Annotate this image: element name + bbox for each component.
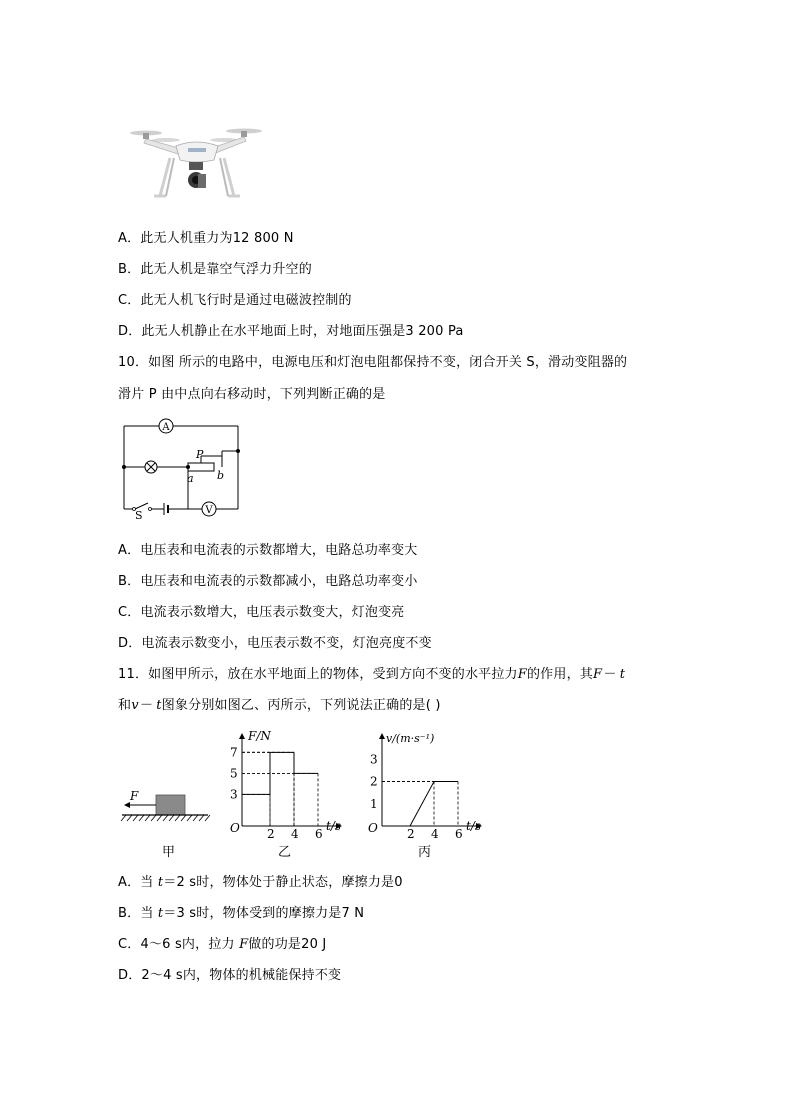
caption-bing: 丙 xyxy=(418,845,432,860)
bing-y-label: v/(m·s⁻¹) xyxy=(386,732,435,745)
yi-y-tick-3: 3 xyxy=(230,787,238,802)
yi-y-tick-7: 7 xyxy=(230,745,238,760)
end-b-label: b xyxy=(217,469,225,482)
q11-stem-part2: 的作用，其 xyxy=(526,667,593,682)
caption-yi: 乙 xyxy=(278,845,292,860)
bing-x-tick-6: 6 xyxy=(455,827,463,841)
q9-option-a: A．此无人机重力为12 800 N xyxy=(118,231,294,246)
circuit-diagram xyxy=(116,416,246,522)
q11-option-a-pre: A．当 xyxy=(118,875,158,890)
q11-option-c-post: 做的功是20 J xyxy=(248,937,327,952)
q11-stem-Ft: F－ t xyxy=(593,667,626,682)
yi-origin: O xyxy=(230,821,240,835)
yi-x-tick-2: 2 xyxy=(267,827,275,841)
force-label: F xyxy=(130,789,139,803)
q11-option-b-post: ＝3 s时，物体受到的摩擦力是7 N xyxy=(163,906,365,921)
q11-stem-part1: 11．如图甲所示，放在水平地面上的物体，受到方向不变的水平拉力 xyxy=(118,667,518,682)
yi-y-tick-5: 5 xyxy=(230,766,238,781)
q11-stem-vt: v－ t xyxy=(131,698,162,713)
switch-label: S xyxy=(135,509,143,522)
q11-stem-line1 xyxy=(118,666,625,684)
bing-x-tick-2: 2 xyxy=(407,827,415,841)
q10-stem-line1: 10．如图 所示的电路中，电源电压和灯泡电阻都保持不变，闭合开关 S，滑动变阻器的 xyxy=(118,355,628,370)
q11-option-b-var: t xyxy=(157,906,164,921)
bing-x-label: t/s xyxy=(466,819,482,833)
q11-option-a-post: ＝2 s时，物体处于静止状态，摩擦力是0 xyxy=(163,875,403,890)
fig-bing xyxy=(362,726,492,860)
fig-yi xyxy=(222,726,352,860)
yi-x-tick-4: 4 xyxy=(291,827,299,841)
q11-stem-line2 xyxy=(118,697,441,715)
q9-option-b: B．此无人机是靠空气浮力升空的 xyxy=(118,262,312,277)
q11-stem-part4: 图象分别如图乙、丙所示，下列说法正确的是( ) xyxy=(161,698,441,713)
q11-option-d: D．2～4 s内，物体的机械能保持不变 xyxy=(118,968,342,983)
q11-option-c-pre: C．4～6 s内，拉力 xyxy=(118,937,240,952)
caption-jia: 甲 xyxy=(162,845,176,860)
q10-option-b: B．电压表和电流表的示数都减小，电路总功率变小 xyxy=(118,574,418,589)
bing-y-tick-3: 3 xyxy=(370,752,378,767)
q10-option-d: D．电流表示数变小，电压表示数不变，灯泡亮度不变 xyxy=(118,636,432,651)
slider-label: P xyxy=(196,448,204,461)
q10-option-c: C．电流表示数增大，电压表示数变大，灯泡变亮 xyxy=(118,605,405,620)
voltmeter-label: V xyxy=(205,505,213,516)
q10-stem-line2: 滑片 P 由中点向右移动时，下列判断正确的是 xyxy=(118,387,386,402)
yi-x-tick-6: 6 xyxy=(315,827,323,841)
bing-segment-0 xyxy=(410,782,434,826)
q11-option-c-var: F xyxy=(239,937,249,952)
fig-jia xyxy=(120,780,212,860)
drone-image xyxy=(126,124,268,202)
q10-option-a: A．电压表和电流表的示数都增大，电路总功率变大 xyxy=(118,543,418,558)
q11-option-c xyxy=(118,936,326,954)
bing-y-tick-1: 1 xyxy=(370,796,378,811)
ammeter-label: A xyxy=(162,422,170,433)
q11-option-b xyxy=(118,905,364,923)
bing-origin: O xyxy=(368,821,378,835)
bing-y-tick-2: 2 xyxy=(370,774,378,789)
q11-option-b-pre: B．当 xyxy=(118,906,158,921)
q11-stem-F: F xyxy=(517,667,527,682)
end-a-label: a xyxy=(187,472,194,485)
bing-x-tick-4: 4 xyxy=(431,827,439,841)
q9-option-d: D．此无人机静止在水平地面上时，对地面压强是3 200 Pa xyxy=(118,324,464,339)
q11-option-a-var: t xyxy=(157,875,164,890)
yi-x-label: t/s xyxy=(326,819,342,833)
q11-option-a xyxy=(118,874,403,892)
q11-stem-part3: 和 xyxy=(118,698,132,713)
q9-option-c: C．此无人机飞行时是通过电磁波控制的 xyxy=(118,293,352,308)
yi-y-label: F/N xyxy=(248,729,271,743)
